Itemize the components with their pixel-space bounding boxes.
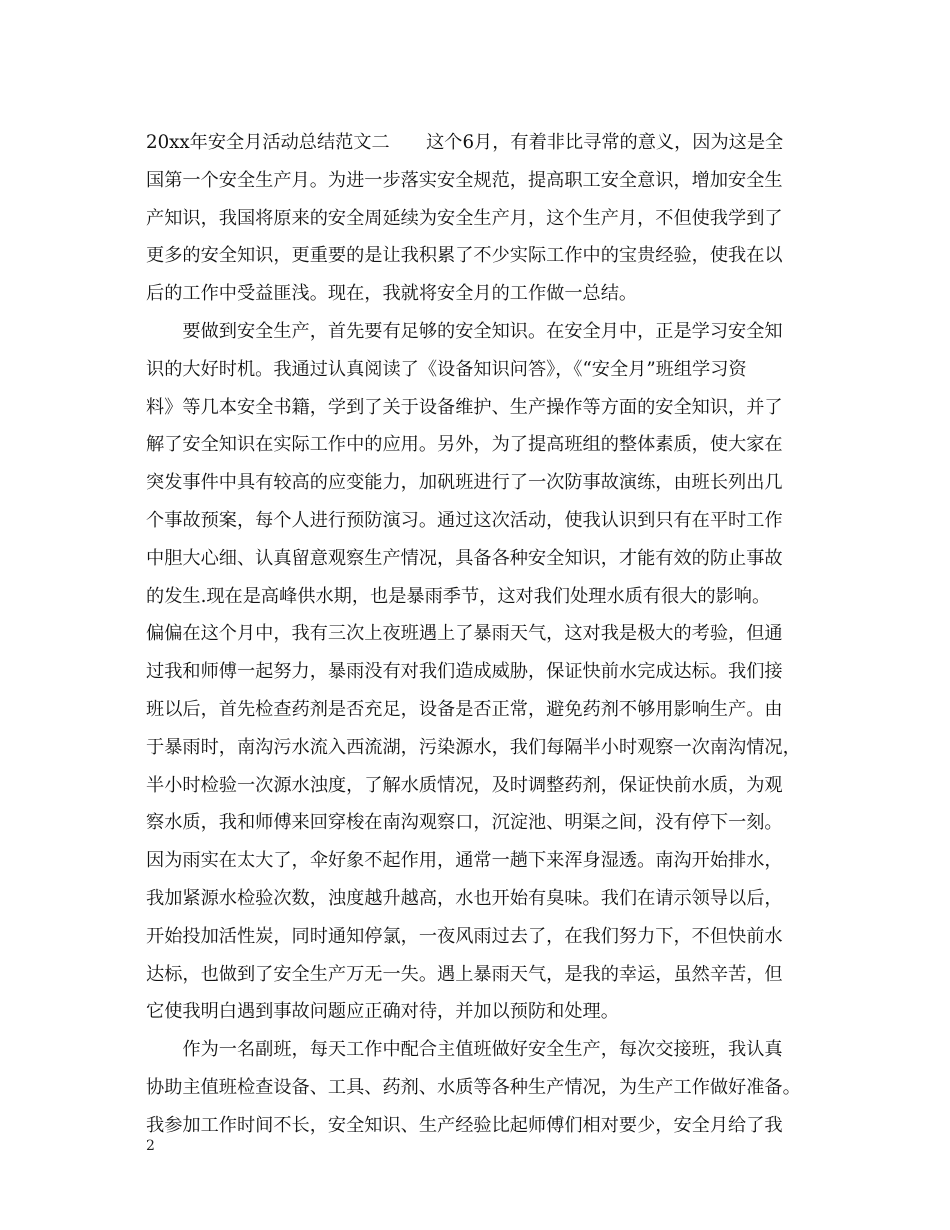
text-line: 突发事件中具有较高的应变能力，加矾班进行了一次防事故演练，由班长列出几 <box>146 472 783 494</box>
text-line: 协助主值班检查设备、工具、药剂、水质等各种生产情况，为生产工作做好准备。 <box>146 1076 801 1098</box>
text-line: 它使我明白遇到事故问题应正确对待，并加以预防和处理。 <box>146 1001 619 1023</box>
text-line: 作为一名副班，每天工作中配合主值班做好安全生产，每次交接班，我认真 <box>146 1039 783 1061</box>
text-line: 于暴雨时，南沟污水流入西流湖，污染源水，我们每隔半小时观察一次南沟情况， <box>146 736 801 758</box>
text-line: 偏偏在这个月中，我有三次上夜班遇上了暴雨天气，这对我是极大的考验，但通 <box>146 623 783 645</box>
text-line: 国第一个安全生产月。为进一步落实安全规范，提高职工安全意识，增加安全生 <box>146 169 783 191</box>
text-line: 20xx年安全月活动总结范文二 这个6月，有着非比寻常的意义，因为这是全 <box>146 132 784 153</box>
page-number: 2 <box>146 1138 155 1154</box>
text-line: 的发生.现在是高峰供水期，也是暴雨季节，这对我们处理水质有很大的影响。 <box>146 585 771 607</box>
text-line: 识的大好时机。我通过认真阅读了《设备知识问答》，《“安全月”班组学习资 <box>146 358 747 380</box>
text-line: 我参加工作时间不长，安全知识、生产经验比起师傅们相对要少，安全月给了我 <box>146 1114 783 1136</box>
text-line: 后的工作中受益匪浅。现在，我就将安全月的工作做一总结。 <box>146 283 638 305</box>
text-line: 产知识，我国将原来的安全周延续为安全生产月，这个生产月，不但使我学到了 <box>146 207 783 229</box>
text-line: 班以后，首先检查药剂是否充足，设备是否正常，避免药剂不够用影响生产。由 <box>146 698 783 720</box>
text-line: 个事故预案，每个人进行预防演习。通过这次活动，使我认识到只有在平时工作 <box>146 509 783 531</box>
text-line: 达标，也做到了安全生产万无一失。遇上暴雨天气，是我的幸运，虽然辛苦，但 <box>146 963 783 985</box>
text-line: 要做到安全生产，首先要有足够的安全知识。在安全月中，正是学习安全知 <box>146 320 783 342</box>
text-line: 半小时检验一次源水浊度，了解水质情况，及时调整药剂，保证快前水质，为观 <box>146 774 783 796</box>
text-line: 更多的安全知识，更重要的是让我积累了不少实际工作中的宝贵经验，使我在以 <box>146 245 783 267</box>
text-line: 察水质，我和师傅来回穿梭在南沟观察口，沉淀池、明渠之间，没有停下一刻。 <box>146 812 783 834</box>
text-line: 料》等几本安全书籍，学到了关于设备维护、生产操作等方面的安全知识，并了 <box>146 396 783 418</box>
text-line: 解了安全知识在实际工作中的应用。另外，为了提高班组的整体素质，使大家在 <box>146 434 783 456</box>
text-line: 过我和师傅一起努力，暴雨没有对我们造成威胁，保证快前水完成达标。我们接 <box>146 661 783 683</box>
text-line: 因为雨实在太大了，伞好象不起作用，通常一趟下来浑身湿透。南沟开始排水， <box>146 850 783 872</box>
text-line: 中胆大心细、认真留意观察生产情况，具备各种安全知识，才能有效的防止事故 <box>146 547 783 569</box>
text-line: 我加紧源水检验次数，浊度越升越高，水也开始有臭味。我们在请示领导以后， <box>146 887 783 909</box>
text-line: 开始投加活性炭，同时通知停氯，一夜风雨过去了，在我们努力下，不但快前水 <box>146 925 783 947</box>
body-text <box>146 124 810 1145</box>
